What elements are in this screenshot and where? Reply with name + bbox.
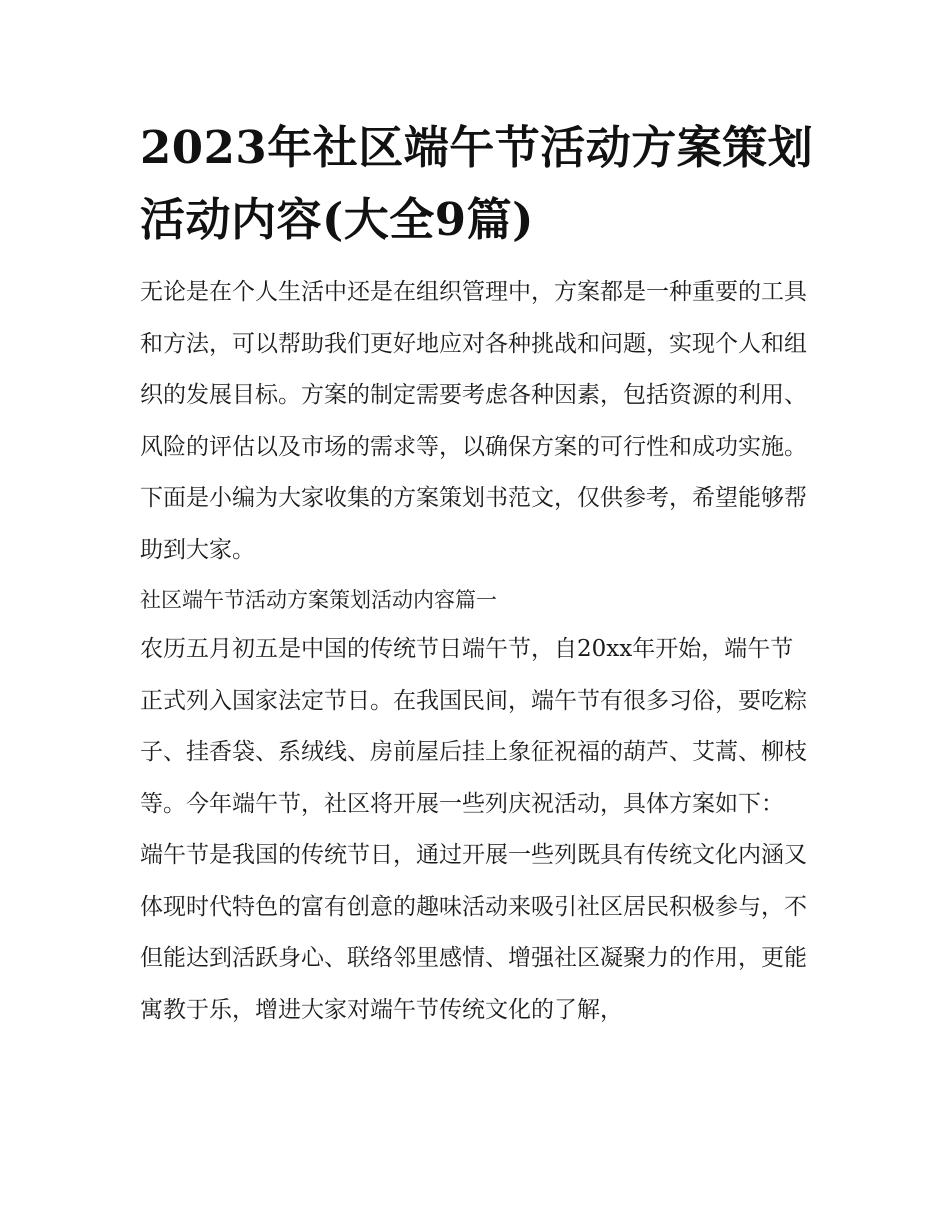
intro-paragraph: 无论是在个人生活中还是在组织管理中，方案都是一种重要的工具和方法，可以帮助我们更好地应对各种挑战和问题，实现个人和组织的发展目标。方案的制定需要考虑各种因素，包括资源的利用、风险的评估以及市场的需求等，以确保方案的可行性和成功实施。下面是小编为大家收集的方案策划书范文，仅供参考，希望能够帮助到大家。 <box>140 279 807 563</box>
body-paragraph-1: 农历五月初五是中国的传统节日端午节，自20xx年开始，端午节正式列入国家法定节日。在我国民间，端午节有很多习俗，要吃粽子、挂香袋、系绒线、房前屋后挂上象征祝福的葫芦、艾蒿、柳枝等。今年端午节，社区将开展一些列庆祝活动，具体方案如下： <box>140 636 807 817</box>
document-title: 2023年社区端午节活动方案策划活动内容(大全9篇) <box>140 121 814 246</box>
section-heading: 社区端午节活动方案策划活动内容篇一 <box>140 588 497 612</box>
body-paragraph-2: 端午节是我国的传统节日，通过开展一些列既具有传统文化内涵又体现时代特色的富有创意的趣味活动来吸引社区居民积极参与，不但能达到活跃身心、联络邻里感情、增强社区凝聚力的作用，更能寓教于乐，增进大家对端午节传统文化的了解， <box>140 842 807 1023</box>
document-body <box>140 112 815 1036</box>
